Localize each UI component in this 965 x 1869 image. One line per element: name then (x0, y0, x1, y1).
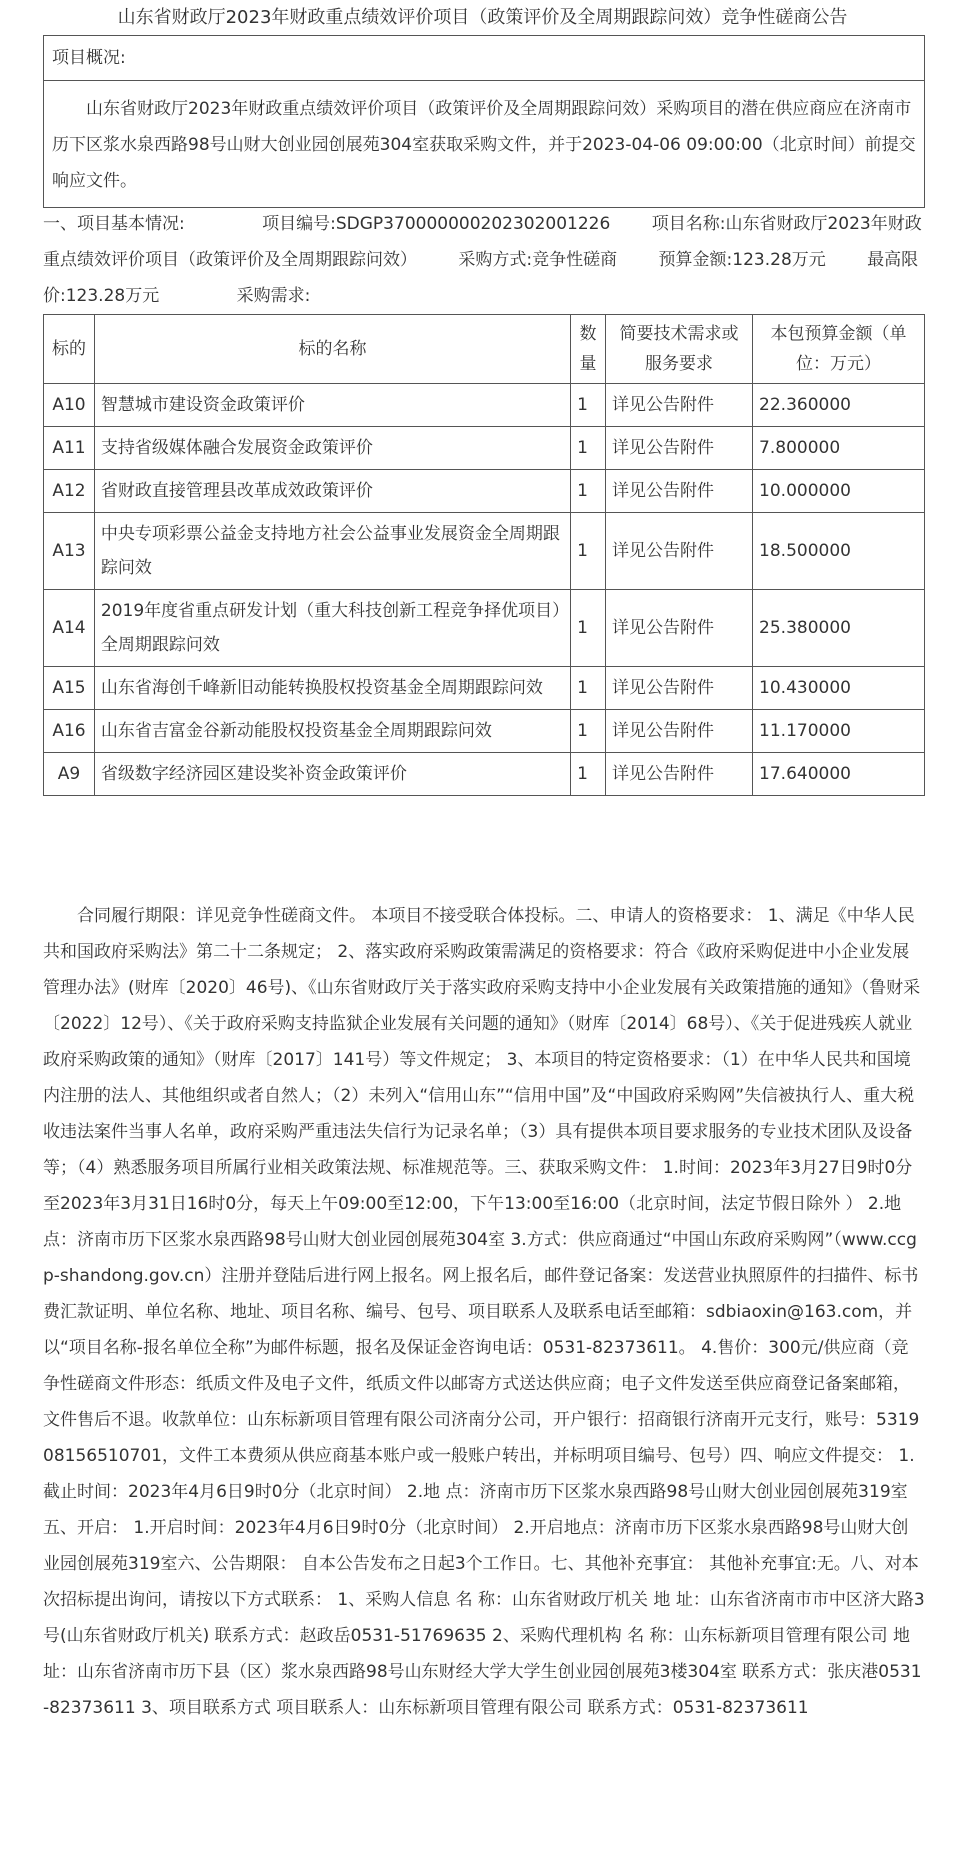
row-requirement: 详见公告附件 (605, 513, 752, 590)
row-budget: 22.360000 (753, 384, 925, 427)
table-row (44, 470, 925, 513)
overview-heading: 项目概况: (44, 36, 924, 81)
max-price: 123.28万元 (65, 286, 160, 306)
project-name-label: 项目名称: (651, 214, 726, 234)
row-name: 省财政直接管理县改革成效政策评价 (94, 470, 570, 513)
row-requirement: 详见公告附件 (605, 753, 752, 796)
basic-info-label: 一、项目基本情况: (43, 214, 185, 234)
row-qty: 1 (571, 513, 606, 590)
row-budget: 10.430000 (753, 667, 925, 710)
row-name: 山东省吉富金谷新动能股权投资基金全周期跟踪问效 (94, 710, 570, 753)
row-qty: 1 (571, 427, 606, 470)
row-requirement: 详见公告附件 (605, 427, 752, 470)
row-code: A9 (44, 753, 95, 796)
row-name: 智慧城市建设资金政策评价 (94, 384, 570, 427)
row-budget: 11.170000 (753, 710, 925, 753)
row-budget: 17.640000 (753, 753, 925, 796)
table-row (44, 427, 925, 470)
row-code: A15 (44, 667, 95, 710)
row-requirement: 详见公告附件 (605, 470, 752, 513)
row-qty: 1 (571, 384, 606, 427)
row-budget: 25.380000 (753, 590, 925, 667)
project-overview-box (43, 35, 925, 208)
row-name: 支持省级媒体融合发展资金政策评价 (94, 427, 570, 470)
table-row (44, 710, 925, 753)
budget-amount: 123.28万元 (732, 250, 826, 270)
header-code: 标的 (44, 315, 95, 384)
header-qty: 数量 (571, 315, 606, 384)
basic-info-section (43, 206, 925, 314)
row-qty: 1 (571, 667, 606, 710)
row-requirement: 详见公告附件 (605, 384, 752, 427)
row-name: 中央专项彩票公益金支持地方社会公益事业发展资金全周期跟踪问效 (94, 513, 570, 590)
row-name: 省级数字经济园区建设奖补资金政策评价 (94, 753, 570, 796)
lots-table (43, 314, 925, 796)
table-row (44, 667, 925, 710)
project-no: SDGP370000000202302001226 (335, 214, 611, 234)
row-qty: 1 (571, 590, 606, 667)
row-budget: 18.500000 (753, 513, 925, 590)
row-qty: 1 (571, 753, 606, 796)
page-title: 山东省财政厅2023年财政重点绩效评价项目（政策评价及全周期跟踪问效）竞争性磋商公告 (117, 7, 848, 28)
table-row (44, 513, 925, 590)
row-code: A11 (44, 427, 95, 470)
table-row (44, 753, 925, 796)
row-name: 山东省海创千峰新旧动能转换股权投资基金全周期跟踪问效 (94, 667, 570, 710)
header-requirement: 简要技术需求或服务要求 (605, 315, 752, 384)
table-header-row (44, 315, 925, 384)
row-requirement: 详见公告附件 (605, 710, 752, 753)
project-no-label: 项目编号: (262, 214, 336, 234)
table-row (44, 590, 925, 667)
header-budget: 本包预算金额（单位：万元） (753, 315, 925, 384)
method-label: 采购方式: (458, 250, 533, 270)
budget-label: 预算金额: (658, 250, 733, 270)
demand-label: 采购需求: (236, 286, 311, 306)
row-code: A10 (44, 384, 95, 427)
row-qty: 1 (571, 710, 606, 753)
row-code: A12 (44, 470, 95, 513)
row-requirement: 详见公告附件 (605, 667, 752, 710)
row-budget: 7.800000 (753, 427, 925, 470)
row-code: A16 (44, 710, 95, 753)
header-name: 标的名称 (94, 315, 570, 384)
announcement-body-text: 合同履行期限：详见竞争性磋商文件。 本项目不接受联合体投标。二、申请人的资格要求： 1、满足《中华人民共和国政府采购法》第二十二条规定； 2、落实政府采购政策需满足的资格要求：符合《政府采购促进中小企业发展管理办法》(财库〔2020〕46号)、《山东省财政厅关于落实政府采购支持中小企业发展有关政策措施的通知》（鲁财采〔2022〕12号）、《关于政府采购支持监狱企业发展有关问题的通知》（财库〔2014〕68号）、《关于促进残疾人就业政府采购政策的通知》（财库〔2017〕141号）等文件规定； 3、本项目的特定资格要求：（1）在中华人民共和国境内注册的法人、其他组织或者自然人；（2）未列入“信用山东”“信用中国”及“中国政府采购网”失信被执行人、重大税收违法案件当事人名单，政府采购严重违法失信行为记录名单；（3）具有提供本项目要求服务的专业技术团队及设备等；（4）熟悉服务项目所属行业相关政策法规、标准规范等。三、获取采购文件： 1.时间：2023年3月27日9时0分至2023年3月31日16时0分，每天上午09:00至12:00，下午13:00至16:00（北京时间，法定节假日除外 ） 2.地点：济南市历下区浆水泉西路98号山财大创业园创展苑304室 3.方式：供应商通过“中国山东政府采购网”（www.ccgp-shandong.gov.cn）注册并登陆后进行网上报名。网上报名后，邮件登记备案：发送营业执照原件的扫描件、标书费汇款证明、单位名称、地址、项目名称、编号、包号、项目联系人及联系电话至邮箱：sdbiaoxin@163.com，并以“项目名称-报名单位全称”为邮件标题，报名及保证金咨询电话：0531-82373611。 4.售价：300元/供应商（竞争性磋商文件形态：纸质文件及电子文件，纸质文件以邮寄方式送达供应商；电子文件发送至供应商登记备案邮箱，文件售后不退。收款单位：山东标新项目管理有限公司济南分公司，开户银行：招商银行济南开元支行，账号：531908156510701，文件工本费须从供应商基本账户或一般账户转出，并标明项目编号、包号）四、响应文件提交： 1.截止时间：2023年4月6日9时0分（北京时间） 2.地 点：济南市历下区浆水泉西路98号山财大创业园创展苑319室五、开启： 1.开启时间：2023年4月6日9时0分（北京时间） 2.开启地点：济南市历下区浆水泉西路98号山财大创业园创展苑319室六、公告期限： 自本公告发布之日起3个工作日。七、其他补充事宜： 其他补充事宜:无。八、对本次招标提出询问，请按以下方式联系： 1、采购人信息 名 称：山东省财政厅机关 地 址：山东省济南市市中区济大路3号(山东省财政厅机关) 联系方式：赵政岳0531-51769635 2、采购代理机构 名 称：山东标新项目管理有限公司 地 址：山东省济南市历下县（区）浆水泉西路98号山东财经大学大学生创业园创展苑3楼304室 联系方式：张庆港0531-82373611 3、项目联系方式 项目联系人：山东标新项目管理有限公司 联系方式：0531-82373611 (43, 906, 925, 1718)
row-qty: 1 (571, 470, 606, 513)
max-price-label: 最高限价: (43, 250, 919, 306)
project-name: 山东省财政厅2023年财政重点绩效评价项目（政策评价及全周期跟踪问效） (43, 214, 922, 270)
row-budget: 10.000000 (753, 470, 925, 513)
table-row (44, 384, 925, 427)
row-name: 2019年度省重点研发计划（重大科技创新工程竞争择优项目）全周期跟踪问效 (94, 590, 570, 667)
procurement-method: 竞争性磋商 (532, 250, 618, 270)
row-code: A13 (44, 513, 95, 590)
overview-body: 山东省财政厅2023年财政重点绩效评价项目（政策评价及全周期跟踪问效）采购项目的潜在供应商应在济南市历下区浆水泉西路98号山财大创业园创展苑304室获取采购文件，并于2023-04-06 09:00:00（北京时间）前提交响应文件。 (52, 99, 916, 191)
row-code: A14 (44, 590, 95, 667)
row-requirement: 详见公告附件 (605, 590, 752, 667)
